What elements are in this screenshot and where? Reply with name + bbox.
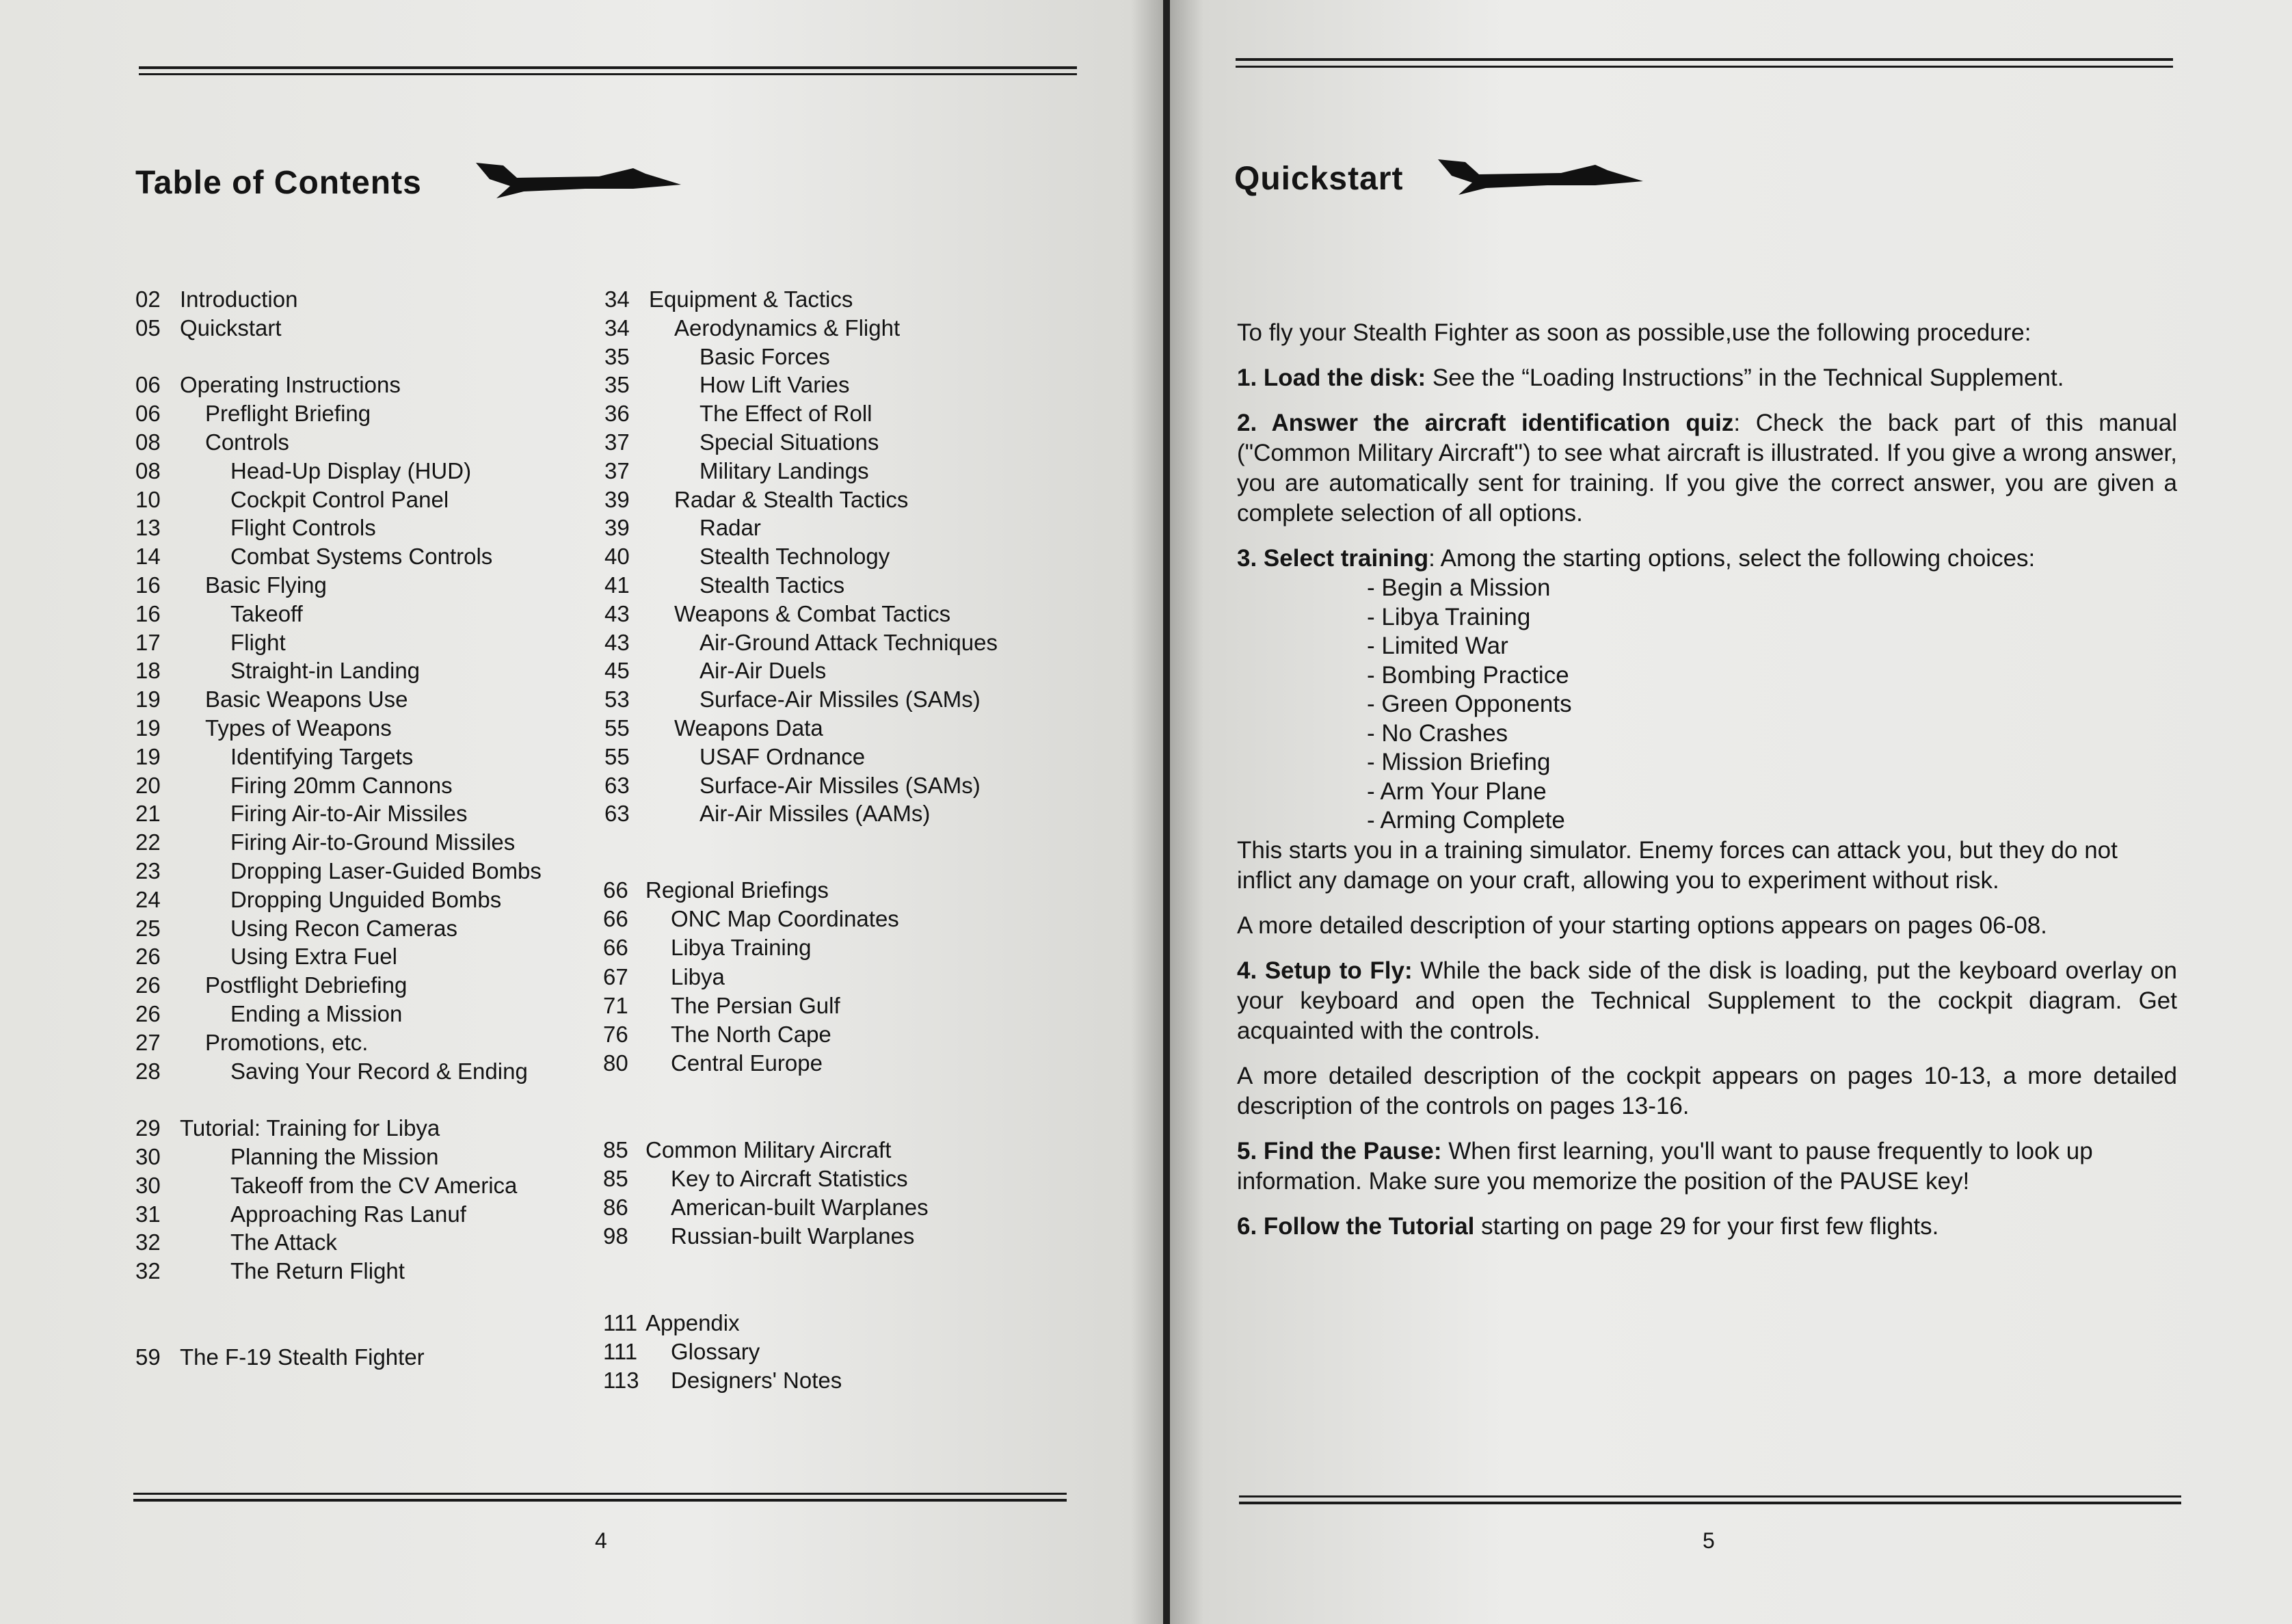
toc-page-number: 31 bbox=[135, 1201, 161, 1227]
option-item: - No Crashes bbox=[1367, 719, 1508, 747]
toc-entry-title: Russian-built Warplanes bbox=[671, 1223, 915, 1249]
bottom-rule-thin bbox=[1239, 1495, 2181, 1497]
toc-page-number: 16 bbox=[135, 600, 161, 626]
toc-entry-title: Military Landings bbox=[699, 457, 869, 483]
toc-entry-title: Flight Controls bbox=[230, 515, 376, 541]
toc-entry-title: Quickstart bbox=[180, 315, 282, 341]
toc-page-number: 14 bbox=[135, 544, 161, 570]
toc-entry-title: Basic Flying bbox=[205, 572, 327, 598]
toc-page-number: 32 bbox=[135, 1258, 161, 1284]
toc-entry-title: The Attack bbox=[230, 1229, 337, 1255]
toc-entry-title: Stealth Technology bbox=[699, 544, 890, 570]
toc-entry-title: Approaching Ras Lanuf bbox=[230, 1201, 466, 1227]
toc-entry-title: Operating Instructions bbox=[180, 372, 401, 398]
toc-page-number: 71 bbox=[603, 992, 628, 1018]
toc-entry-title: Saving Your Record & Ending bbox=[230, 1058, 528, 1084]
toc-entry-title: Key to Aircraft Statistics bbox=[671, 1166, 908, 1191]
step-text: starting on page 29 for your first few flights. bbox=[1474, 1212, 1939, 1240]
toc-entry-title: Firing Air-to-Ground Missiles bbox=[230, 829, 516, 855]
toc-page-number: 34 bbox=[604, 315, 630, 341]
toc-page-number: 45 bbox=[604, 658, 630, 684]
toc-page-number: 66 bbox=[603, 935, 628, 961]
toc-entry-title: Air-Ground Attack Techniques bbox=[699, 629, 998, 655]
toc-page-number: 55 bbox=[604, 715, 630, 741]
toc-entry-title: Special Situations bbox=[699, 429, 879, 455]
toc-entry-title: The Persian Gulf bbox=[671, 992, 840, 1018]
toc-entry-title: Takeoff bbox=[230, 600, 303, 626]
toc-page-number: 41 bbox=[604, 572, 630, 598]
quickstart-body bbox=[1237, 318, 2177, 1257]
toc-entry-title: Common Military Aircraft bbox=[645, 1136, 892, 1162]
option-item: - Arming Complete bbox=[1367, 807, 1565, 834]
toc-page-number: 17 bbox=[135, 629, 161, 655]
option-item: - Green Opponents bbox=[1367, 691, 1572, 717]
toc-page-number: 28 bbox=[135, 1058, 161, 1084]
toc-entry-title: Central Europe bbox=[671, 1050, 823, 1076]
step-3-more: A more detailed description of your starting options appears on pages 06-08. bbox=[1237, 911, 2047, 939]
toc-page-number: 85 bbox=[603, 1166, 628, 1191]
toc-entry-title: Air-Air Missiles (AAMs) bbox=[699, 801, 931, 827]
toc-page-number: 35 bbox=[604, 343, 630, 369]
page-number: 4 bbox=[595, 1528, 607, 1553]
top-rule-thin bbox=[1236, 66, 2173, 68]
top-rule bbox=[139, 66, 1077, 69]
toc-page-number: 35 bbox=[604, 372, 630, 398]
toc-entry-title: Using Extra Fuel bbox=[230, 944, 397, 970]
toc-page-number: 111 bbox=[603, 1339, 638, 1365]
intro-paragraph: To fly your Stealth Fighter as soon as possible,use the following procedure: bbox=[1237, 319, 2031, 346]
step-label: 6. Follow the Tutorial bbox=[1237, 1212, 1475, 1240]
step-text: See the “Loading Instructions” in the Technical Supplement. bbox=[1426, 364, 2064, 391]
toc-page-number: 30 bbox=[135, 1144, 161, 1169]
step-label: 4. Setup to Fly: bbox=[1237, 957, 1413, 984]
toc-page-number: 113 bbox=[603, 1368, 639, 1394]
step-text: When first learning, you'll want to pause frequently to look up information. Make sure you memorize the position of the PAUSE key! bbox=[1237, 1137, 2093, 1195]
toc-page-number: 98 bbox=[603, 1223, 628, 1249]
step-3 bbox=[1237, 544, 2177, 574]
toc-entry-title: Libya Training bbox=[671, 935, 812, 961]
step-label: 5. Find the Pause: bbox=[1237, 1137, 1442, 1164]
step-label: 2. Answer the aircraft identification quiz bbox=[1237, 410, 1734, 436]
toc-page-number: 22 bbox=[135, 829, 161, 855]
toc-entry-title: Aerodynamics & Flight bbox=[674, 315, 901, 341]
toc-page-number: 34 bbox=[604, 287, 630, 312]
toc-page-number: 40 bbox=[604, 544, 630, 570]
toc-entry-title: Flight bbox=[230, 629, 286, 655]
page-number: 5 bbox=[1703, 1528, 1715, 1553]
toc-entry-title: The F-19 Stealth Fighter bbox=[180, 1344, 425, 1370]
toc-entry-title: Identifying Targets bbox=[230, 743, 414, 769]
toc-entry-title: Introduction bbox=[180, 287, 298, 312]
toc-entry-title: The North Cape bbox=[671, 1022, 831, 1047]
top-rule-thin bbox=[139, 73, 1077, 75]
toc-entry-title: Postflight Debriefing bbox=[205, 972, 408, 998]
toc-page-number: 32 bbox=[135, 1229, 161, 1255]
toc-entry-title: Surface-Air Missiles (SAMs) bbox=[699, 687, 981, 713]
toc-page-number: 16 bbox=[135, 572, 161, 598]
toc-entry-title: Dropping Laser-Guided Bombs bbox=[230, 858, 542, 883]
toc-page-number: 18 bbox=[135, 658, 161, 684]
step-text: : Check the back part of this manual ("Common Military Aircraft") to see what aircraft is illustrated. If you give a wrong answer, you are automatically sent for training. If you give the correct answer, you are given a complete selection of all options. bbox=[1237, 410, 2178, 527]
toc-page-number: 21 bbox=[135, 801, 161, 827]
toc-entry-title: Basic Forces bbox=[699, 343, 830, 369]
toc-entry-title: Libya bbox=[671, 963, 725, 989]
bottom-rule bbox=[1239, 1502, 2181, 1504]
toc-page-number: 19 bbox=[135, 687, 161, 713]
toc-page-number: 39 bbox=[604, 515, 630, 541]
toc-page-number: 37 bbox=[604, 457, 630, 483]
toc-entry-title: American-built Warplanes bbox=[671, 1195, 929, 1221]
option-item: - Mission Briefing bbox=[1367, 749, 1551, 775]
option-item: - Arm Your Plane bbox=[1367, 777, 1547, 805]
toc-page-number: 63 bbox=[604, 772, 630, 798]
step-text: While the back side of the disk is loading, put the keyboard overlay on your keyboard and open the Technical Supplement to the cockpit diagram. Get acquainted with the controls. bbox=[1237, 957, 2177, 1044]
toc-entry-title: Tutorial: Training for Libya bbox=[180, 1115, 440, 1141]
toc-page-number: 08 bbox=[135, 457, 161, 483]
step-label: 3. Select training bbox=[1237, 545, 1429, 572]
toc-entry-title: Takeoff from the CV America bbox=[230, 1172, 518, 1198]
toc-page-number: 67 bbox=[603, 963, 628, 989]
toc-page-number: 06 bbox=[135, 401, 161, 427]
toc-page-number: 66 bbox=[603, 877, 628, 903]
page-title: Table of Contents bbox=[135, 165, 422, 201]
toc-entry-title: Promotions, etc. bbox=[205, 1029, 369, 1055]
toc-entry-title: Firing 20mm Cannons bbox=[230, 772, 453, 798]
toc-entry-title: Controls bbox=[205, 429, 289, 455]
toc-page-number: 111 bbox=[603, 1310, 638, 1335]
toc-entry-title: Types of Weapons bbox=[205, 715, 392, 741]
toc-page-number: 19 bbox=[135, 715, 161, 741]
toc-page-number: 59 bbox=[135, 1344, 161, 1370]
toc-entry-title: Radar bbox=[699, 515, 761, 541]
right-page bbox=[1170, 0, 2292, 1624]
toc-page-number: 43 bbox=[604, 600, 630, 626]
step-3-after: This starts you in a training simulator. Enemy forces can attack you, but they do not inflict any damage on your craft, allowing you to experiment without risk. bbox=[1237, 836, 2118, 894]
toc-page-number: 29 bbox=[135, 1115, 161, 1141]
option-item: - Bombing Practice bbox=[1367, 661, 1569, 689]
toc-entry-title: Head-Up Display (HUD) bbox=[230, 457, 472, 483]
step-5 bbox=[1237, 1136, 2177, 1197]
toc-entry-title: ONC Map Coordinates bbox=[671, 906, 899, 932]
toc-entry-title: Firing Air-to-Air Missiles bbox=[230, 801, 468, 827]
toc-page-number: 20 bbox=[135, 772, 161, 798]
toc-entry-title: Weapons & Combat Tactics bbox=[674, 600, 951, 626]
step-text: : Among the starting options, select the following choices: bbox=[1428, 545, 2036, 572]
toc-page-number: 80 bbox=[603, 1050, 628, 1076]
toc-page-number: 02 bbox=[135, 287, 161, 312]
toc-entry-title: Weapons Data bbox=[674, 715, 823, 741]
option-item: - Limited War bbox=[1367, 633, 1508, 659]
toc-page-number: 27 bbox=[135, 1029, 161, 1055]
toc-entry-title: Designers' Notes bbox=[671, 1368, 842, 1394]
toc-entry-title: Preflight Briefing bbox=[205, 401, 371, 427]
toc-page-number: 24 bbox=[135, 886, 161, 912]
toc-entry-title: Surface-Air Missiles (SAMs) bbox=[699, 772, 981, 798]
toc-entry-title: Appendix bbox=[645, 1310, 740, 1335]
toc-entry-title: Equipment & Tactics bbox=[649, 287, 853, 312]
toc-page-number: 06 bbox=[135, 372, 161, 398]
toc-page-number: 25 bbox=[135, 915, 161, 941]
toc-entry-title: Cockpit Control Panel bbox=[230, 486, 449, 512]
toc-entry-title: Planning the Mission bbox=[230, 1144, 439, 1169]
toc-entry-title: Regional Briefings bbox=[645, 877, 829, 903]
toc-page-number: 66 bbox=[603, 906, 628, 932]
toc-entry-title: Dropping Unguided Bombs bbox=[230, 886, 502, 912]
toc-page-number: 08 bbox=[135, 429, 161, 455]
toc-page-number: 85 bbox=[603, 1136, 628, 1162]
bottom-rule bbox=[133, 1499, 1067, 1502]
option-item: - Libya Training bbox=[1367, 603, 1531, 630]
toc-page-number: 36 bbox=[604, 401, 630, 427]
toc-entry-title: Combat Systems Controls bbox=[230, 544, 493, 570]
step-1 bbox=[1237, 363, 2177, 393]
toc-page-number: 26 bbox=[135, 944, 161, 970]
toc-page-number: 05 bbox=[135, 315, 161, 341]
toc-entry-title: USAF Ordnance bbox=[699, 743, 866, 769]
toc-page-number: 10 bbox=[135, 486, 161, 512]
step-6 bbox=[1237, 1212, 2177, 1242]
toc-page-number: 37 bbox=[604, 429, 630, 455]
toc-page-number: 39 bbox=[604, 486, 630, 512]
toc-entry-title: The Return Flight bbox=[230, 1258, 405, 1284]
toc-page-number: 76 bbox=[603, 1022, 628, 1047]
toc-entry-title: How Lift Varies bbox=[699, 372, 850, 398]
top-rule bbox=[1236, 58, 2173, 61]
toc-entry-title: The Effect of Roll bbox=[699, 401, 872, 427]
option-item: - Begin a Mission bbox=[1367, 574, 1551, 601]
toc-entry-title: Air-Air Duels bbox=[699, 658, 827, 684]
step-label: 1. Load the disk: bbox=[1237, 364, 1426, 391]
stealth-jet-icon bbox=[1438, 155, 1650, 196]
toc-entry-title: Glossary bbox=[671, 1339, 760, 1365]
toc-page-number: 19 bbox=[135, 743, 161, 769]
toc-entry-title: Using Recon Cameras bbox=[230, 915, 457, 941]
toc-page-number: 43 bbox=[604, 629, 630, 655]
toc-entry-title: Radar & Stealth Tactics bbox=[674, 486, 909, 512]
bottom-rule-thin bbox=[133, 1493, 1067, 1495]
toc-page-number: 53 bbox=[604, 687, 630, 713]
toc-page-number: 30 bbox=[135, 1172, 161, 1198]
toc-page-number: 86 bbox=[603, 1195, 628, 1221]
toc-page-number: 23 bbox=[135, 858, 161, 883]
step-2 bbox=[1237, 408, 2177, 529]
toc-page-number: 26 bbox=[135, 1001, 161, 1026]
toc-page-number: 26 bbox=[135, 972, 161, 998]
toc-entry-title: Ending a Mission bbox=[230, 1001, 403, 1026]
step-4 bbox=[1237, 956, 2177, 1046]
option-list bbox=[1237, 574, 2177, 836]
toc-entry-title: Basic Weapons Use bbox=[205, 687, 408, 713]
toc-page-number: 63 bbox=[604, 801, 630, 827]
toc-page-number: 55 bbox=[604, 743, 630, 769]
step-4-more: A more detailed description of the cockpit appears on pages 10-13, a more detailed description of the controls on pages 13-16. bbox=[1237, 1062, 2177, 1119]
toc-entry-title: Stealth Tactics bbox=[699, 572, 845, 598]
toc-page-number: 13 bbox=[135, 515, 161, 541]
stealth-jet-icon bbox=[476, 159, 688, 200]
toc-entry-title: Straight-in Landing bbox=[230, 658, 421, 684]
page-title: Quickstart bbox=[1234, 161, 1404, 197]
